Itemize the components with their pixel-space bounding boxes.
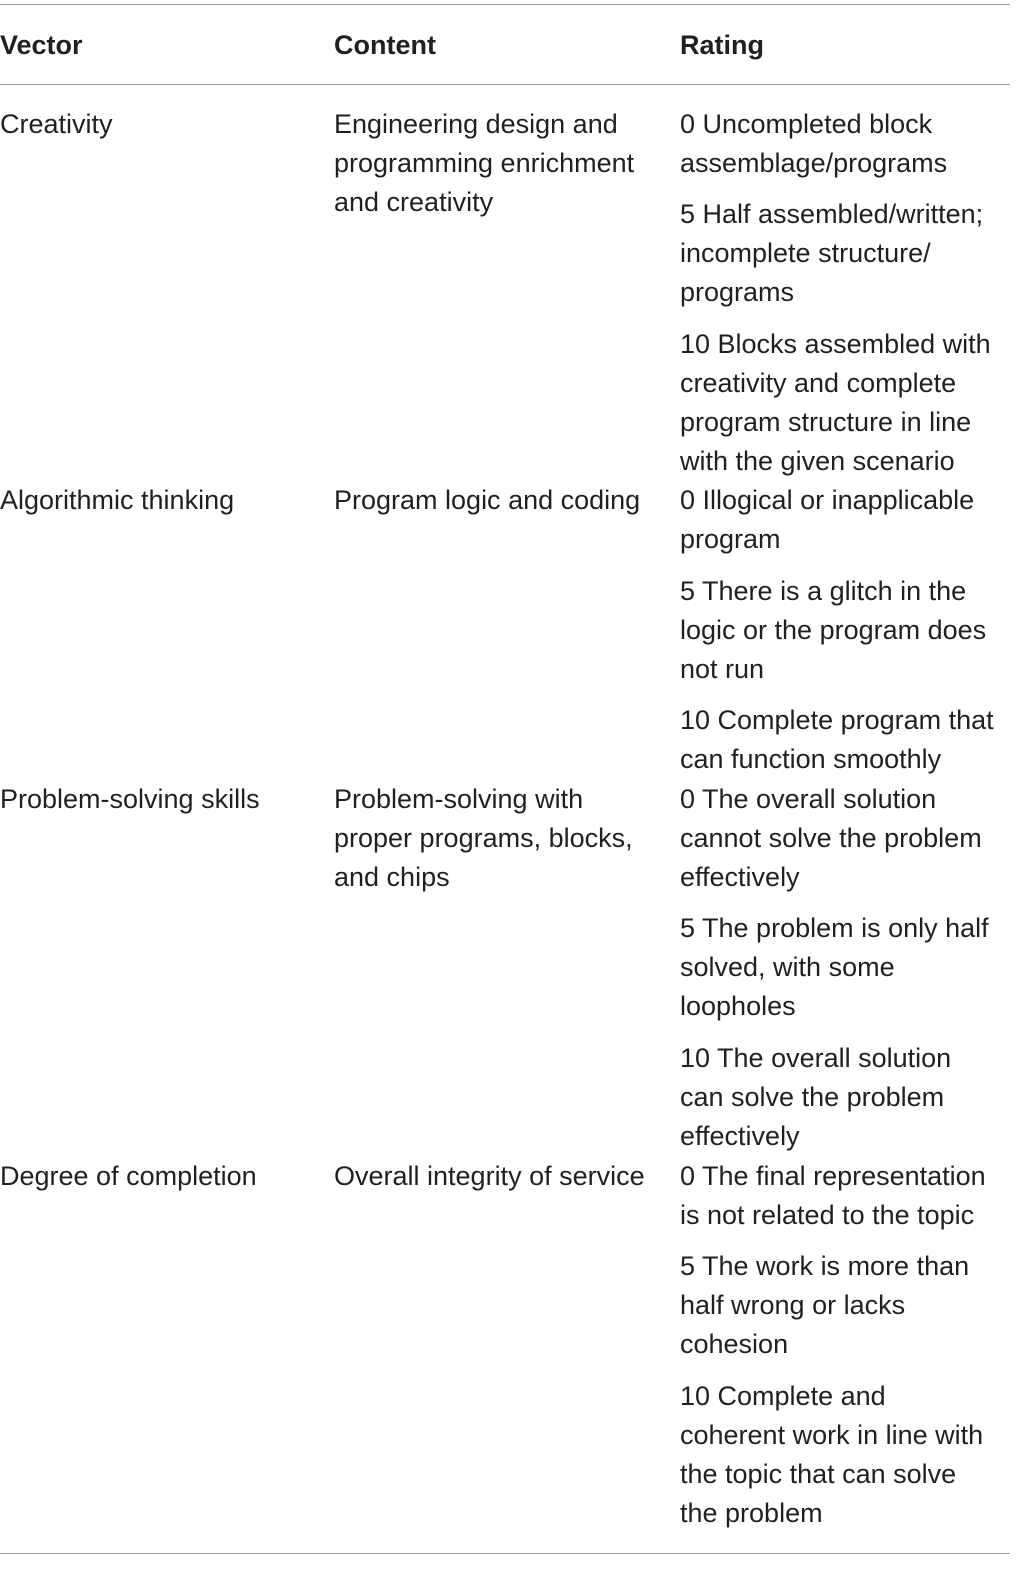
row-creativity-rating-0: 0 Uncompleted block assemblage/programs bbox=[680, 109, 948, 178]
row-creativity-vector: Creativity bbox=[0, 109, 113, 139]
row-problem-solving-rating-0: 0 The overall solution cannot solve the problem effectively bbox=[680, 784, 982, 892]
row-completion-rating-0: 0 The final representation is not related to the topic bbox=[680, 1161, 986, 1230]
row-creativity-content: Engineering design and programming enrichment and creativity bbox=[334, 109, 635, 217]
row-problem-solving-rating-10: 10 The overall solution can solve the problem effectively bbox=[680, 1043, 952, 1151]
row-algorithmic-rating-10: 10 Complete program that can function smoothly bbox=[680, 705, 994, 774]
row-algorithmic-content: Program logic and coding bbox=[334, 485, 641, 515]
row-creativity-rating-5: 5 Half assembled/written; incomplete structure/ programs bbox=[680, 199, 984, 307]
row-algorithmic-rating-0: 0 Illogical or inapplicable program bbox=[680, 485, 975, 554]
table-bottom-rule bbox=[0, 1553, 1010, 1554]
row-problem-solving-vector: Problem-solving skills bbox=[0, 784, 260, 814]
row-creativity-rating-10: 10 Blocks assembled with creativity and complete program structure in line with the given scenario bbox=[680, 329, 991, 476]
row-completion-rating-10: 10 Complete and coherent work in line with the topic that can solve the problem bbox=[680, 1381, 984, 1528]
header-rating: Rating bbox=[680, 30, 764, 60]
header-vector: Vector bbox=[0, 30, 83, 60]
row-completion-rating-5: 5 The work is more than half wrong or lacks cohesion bbox=[680, 1251, 970, 1359]
row-problem-solving-rating-5: 5 The problem is only half solved, with some loopholes bbox=[680, 913, 989, 1021]
row-completion-content: Overall integrity of service bbox=[334, 1161, 645, 1191]
table-header-rule bbox=[0, 84, 1010, 85]
row-completion-vector: Degree of completion bbox=[0, 1161, 257, 1191]
row-algorithmic-rating-5: 5 There is a glitch in the logic or the program does not run bbox=[680, 576, 987, 684]
row-algorithmic-vector: Algorithmic thinking bbox=[0, 485, 235, 515]
row-problem-solving-content: Problem-solving with proper programs, blocks, and chips bbox=[334, 784, 633, 892]
table-top-rule bbox=[0, 4, 1010, 5]
header-content: Content bbox=[334, 30, 436, 60]
